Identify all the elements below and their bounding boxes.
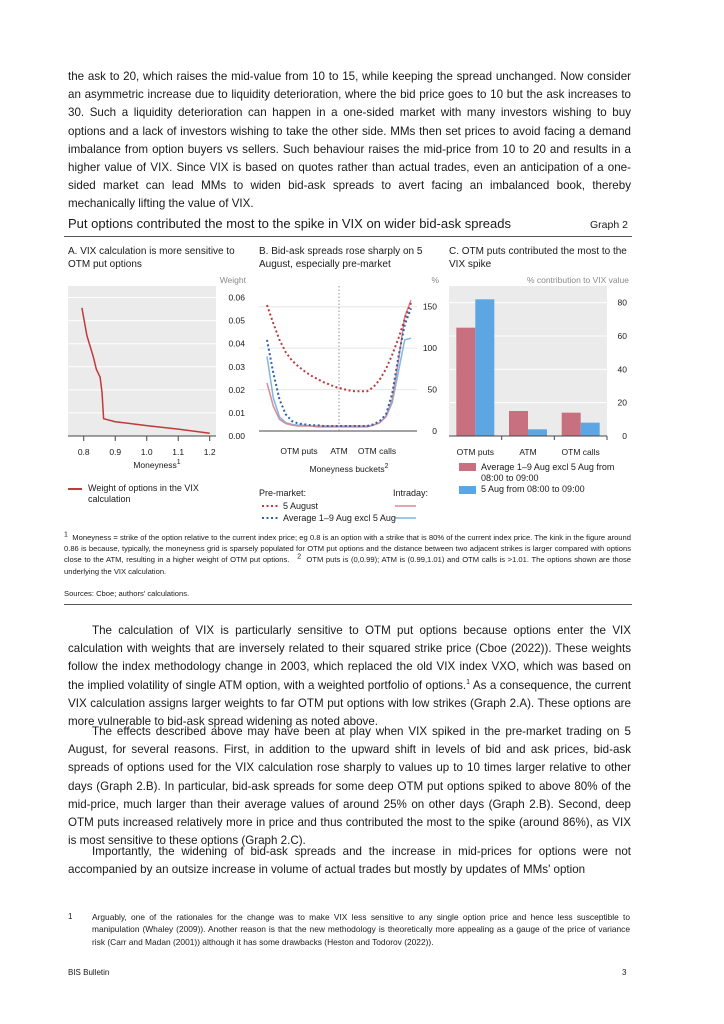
panel-c-bar-2-0 [562, 413, 581, 436]
panel-b-title: B. Bid-ask spreads rose sharply on 5 August, especially pre-market [259, 246, 423, 270]
panel-b-xlabel-sup: 2 [384, 463, 389, 471]
body-p1-footnote-mark: 1 [466, 678, 471, 686]
panel-a-xlabel-text: Moneyness [133, 460, 177, 470]
footer-page-number: 3 [622, 968, 627, 977]
panel-a-y-tick: 0.01 [228, 407, 245, 418]
panel-c-bar-1-0 [509, 411, 528, 436]
panel-a-y-tick: 0.05 [228, 315, 245, 326]
panel-c-y-tick: 60 [617, 331, 627, 341]
panel-b-xlabel-text: Moneyness buckets [309, 464, 385, 474]
panel-c-title: C. OTM puts contributed the most to the VIX spike [449, 246, 627, 270]
graph-sources: Sources: Cboe; authors' calculations. [64, 589, 190, 598]
panel-a-x-tick: 1.2 [203, 447, 216, 457]
graph-number: Graph 2 [590, 219, 628, 231]
panel-c-y-tick: 0 [622, 431, 627, 441]
panel-a-legend [68, 483, 238, 505]
panel-b-y-tick: 100 [422, 343, 437, 354]
panel-a-x-tick: 1.1 [172, 447, 185, 457]
body-p1-part-a: The calculation of VIX is particularly sensitive to OTM put options because options enter the VIX calculation with weights that are inversely related to their squared strike price (Cboe (2022)). These weights follow the index methodology change in 2003, which replaced the old VIX index VXO, which was based on the implied volatility of single ATM option, with a weighted portfolio of options. [68, 624, 631, 692]
legend-weight-label: Weight of options in the VIX calculation [88, 483, 199, 504]
panel-a-xlabel-sup: 1 [176, 459, 181, 467]
panel-c-legend [459, 462, 634, 495]
panel-c-bar-2-1 [581, 423, 600, 436]
panel-c-x-tick: ATM [519, 447, 537, 457]
body-p1-part-b: As a consequence, the current VIX calculation assigns larger weights to far OTM put options with low strikes (Graph 2.A). These options are more vulnerable to bid-ask spread widening as noted above. [68, 678, 631, 729]
panel-b-legend [259, 488, 439, 528]
panel-a-x-tick: 0.8 [77, 447, 90, 457]
panel-a-plot-area [68, 286, 216, 436]
panel-b-xlabel [259, 464, 439, 474]
legend-aug5-label: 5 August [283, 501, 319, 511]
panel-a-y-tick: 0.03 [228, 361, 245, 372]
panel-c-bar-0-0 [456, 328, 475, 436]
footnote-number: 1 [68, 912, 73, 921]
panel-c-bar-1-1 [528, 429, 547, 436]
panel-b-y-tick: 50 [427, 384, 437, 395]
legend-intraday-heading: Intraday: [393, 488, 429, 498]
legend-avg-bar-label: Average 1–9 Aug excl 5 Aug from 08:00 to 09:00 [481, 462, 615, 483]
graph-fn1-text: Moneyness = strike of the option relative to the current index price; eg 0.8 is an option with a strike that is 80% of the current index price. The kink in the figure around 0.86 is because, typically, the moneyness grid is sparsely populated for OTM put options and the distance between two adjacent strikes is larger compared with options close to the ATM, resulting in a higher weight of OTM put options. [64, 533, 631, 565]
panel-a-y-tick: 0.06 [228, 292, 245, 303]
panel-a-xlabel [68, 460, 246, 470]
body-paragraph-2: The effects described above may have been at play when VIX spiked in the pre-market trading on 5 August, for several reasons. First, in addition to the upward shift in levels of bid and ask prices, bid-ask spreads of options used for the VIX calculation rose sharply to values up to 10 times larger relative to other days (Graph 2.B). In particular, bid-ask spreads for some deep OTM put options spiked to above 80% of the mid-price, much larger than their average values of around 25% on other days (Graph 2.B). Second, deep OTM puts increased relatively more in price and thus contributed the most to the spike (around 86%), as VIX is most sensitive to these options (Graph 2.C). [68, 725, 631, 848]
panel-b-x-tick: ATM [330, 446, 348, 456]
panel-b-y-tick: 150 [422, 301, 437, 312]
graph-bottom-rule [64, 604, 632, 605]
panel-a-unit: Weight [219, 275, 246, 285]
intro-paragraph: the ask to 20, which raises the mid-value from 10 to 15, while keeping the spread unchanged. Now consider an asymmetric increase due to liquidity deterioration, where the bid price goes to 10 but the ask increases to 30. Such a liquidity deterioration can happen in a one-sided market with many investors wishing to buy options and a lack of investors wishing to take the other side. MMs then set prices to avoid facing a demand imbalance from option buyers vs sellers. Such behaviour raises the mid-price from 10 to 20 and results in a higher value of VIX. Since VIX is based on quotes rather than actual trades, even an anticipation of a one-sided market can lead MMs to widen bid-ask spreads to avert facing an imbalanced book, thereby mechanically lifting the value of VIX. [68, 70, 631, 211]
panel-c-unit: % contribution to VIX value [526, 275, 629, 285]
panel-a-y-tick: 0.02 [228, 384, 245, 395]
panel-a-chart [68, 286, 246, 457]
footnote-text: Arguably, one of the rationales for the change was to make VIX less sensitive to any single option price and hence less susceptible to manipulation (Whaley (2009)). Another reason is that the new methodology is theoretically more appealing as a gauge of the price of variance risk (Carr and Madan (2001)) although it has some drawbacks (Heston and Todorov (2022)). [92, 912, 630, 947]
panel-c-x-tick: OTM calls [561, 447, 600, 457]
panel-a-x-tick: 1.0 [140, 447, 153, 457]
graph-footnotes [64, 532, 631, 577]
panel-c-x-tick: OTM puts [456, 447, 494, 457]
panel-c-chart [449, 286, 631, 457]
panel-c-y-tick: 40 [617, 364, 627, 375]
graph-fn1-mark: 1 [64, 531, 68, 539]
panel-a-x-tick: 0.9 [109, 447, 122, 457]
legend-aug5-bar-swatch [459, 486, 476, 494]
graph-fn2-mark: 2 [297, 553, 302, 561]
legend-aug5-bar-label: 5 Aug from 08:00 to 09:00 [481, 484, 585, 494]
panel-a-y-tick: 0.00 [228, 431, 245, 441]
body-paragraph-3: Importantly, the widening of bid-ask spreads and the increase in mid-prices for options were not accompanied by an outsize increase in volume of actual trades but mostly by updates of MMs' option [68, 845, 631, 877]
graph-title: Put options contributed the most to the spike in VIX on wider bid-ask spreads [68, 216, 511, 231]
panel-b-unit: % [431, 275, 439, 285]
legend-line-swatch [68, 488, 82, 490]
footer-publication: BIS Bulletin [68, 968, 110, 977]
graph-top-rule [64, 236, 632, 237]
legend-avg-bar-swatch [459, 463, 476, 471]
panel-b-y-tick: 0 [432, 426, 437, 436]
legend-avg-label: Average 1–9 Aug excl 5 Aug [283, 513, 396, 523]
body-paragraph-1 [68, 622, 631, 731]
panel-b-x-tick: OTM calls [357, 446, 397, 456]
panel-b-chart [259, 286, 439, 456]
graph-fn2-text: OTM puts is (0,0.99); ATM is (0.99,1.01) and OTM calls is >1.01. The options shown are those underlying the VIX calculation. [64, 555, 631, 576]
panel-c-bar-0-1 [475, 299, 494, 436]
panel-c-y-tick: 80 [617, 297, 627, 308]
panel-a-y-tick: 0.04 [228, 338, 245, 349]
panel-c-y-tick: 20 [617, 397, 627, 408]
panel-b-x-tick: OTM puts [280, 446, 318, 456]
panel-a-title: A. VIX calculation is more sensitive to OTM put options [68, 246, 235, 270]
legend-premarket-heading: Pre-market: [259, 488, 307, 498]
